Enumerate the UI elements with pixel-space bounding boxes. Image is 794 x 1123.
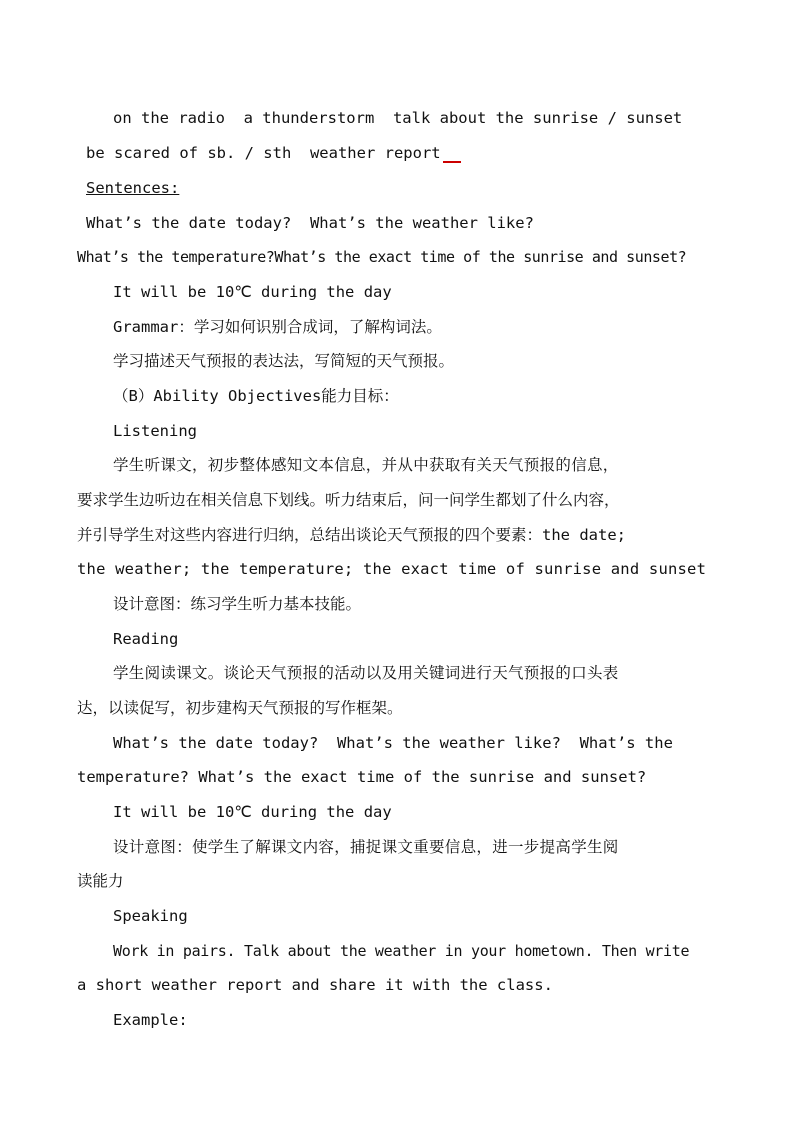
grammar-line-2: 学习描述天气预报的表达法，写简短的天气预报。: [113, 352, 455, 370]
reading-question-2: temperature? What’s the exact time of the sunrise and sunset?: [77, 768, 647, 786]
reading-intent-2: 读能力: [77, 872, 124, 890]
listening-para-2: 要求学生边听边在相关信息下划线。听力结束后，问一问学生都划了什么内容，: [77, 491, 620, 509]
listening-para-1: 学生听课文，初步整体感知文本信息，并从中获取有关天气预报的信息，: [113, 456, 619, 474]
speaking-title: Speaking: [113, 907, 188, 925]
reading-question-1: What’s the date today? What’s the weather like? What’s the: [113, 734, 673, 752]
reading-para-1: 学生阅读课文。谈论天气预报的活动以及用关键词进行天气预报的口头表: [113, 664, 619, 682]
reading-intent-1: 设计意图：使学生了解课文内容，捕捉课文重要信息，进一步提高学生阅: [113, 838, 619, 856]
sentences-line-3: It will be 10℃ during the day: [113, 283, 392, 301]
listening-para-4: the weather; the temperature; the exact time of sunrise and sunset: [77, 560, 707, 578]
speaking-para-2: a short weather report and share it with the class.: [77, 976, 553, 994]
reading-title: Reading: [113, 630, 179, 648]
reading-question-3: It will be 10℃ during the day: [113, 803, 392, 821]
listening-intent: 设计意图：练习学生听力基本技能。: [113, 595, 362, 613]
speaking-para-1: Work in pairs. Talk about the weather in your hometown. Then write: [113, 942, 690, 960]
grammar-line-1: Grammar：学习如何识别合成词，了解构词法。: [113, 318, 442, 336]
listening-title: Listening: [113, 422, 197, 440]
sentences-heading: Sentences:: [86, 179, 180, 197]
speaking-example: Example:: [113, 1011, 188, 1029]
ability-heading: （B）Ability Objectives能力目标：: [113, 387, 399, 405]
sentences-line-2: What’s the temperature?What’s the exact time of the sunrise and sunset?: [77, 248, 687, 266]
listening-para-3: 并引导学生对这些内容进行归纳，总结出谈论天气预报的四个要素：the date;: [77, 526, 626, 544]
vocab-line-1: on the radio a thunderstorm talk about the sunrise / sunset: [113, 109, 683, 127]
vocab-line-2: [86, 143, 461, 163]
cursor-mark: [443, 161, 461, 163]
reading-para-2: 达，以读促写，初步建构天气预报的写作框架。: [77, 699, 403, 717]
vocab-line-2-text: be scared of sb. / sth weather report: [86, 144, 441, 162]
sentences-line-1: What’s the date today? What’s the weather like?: [86, 214, 534, 232]
